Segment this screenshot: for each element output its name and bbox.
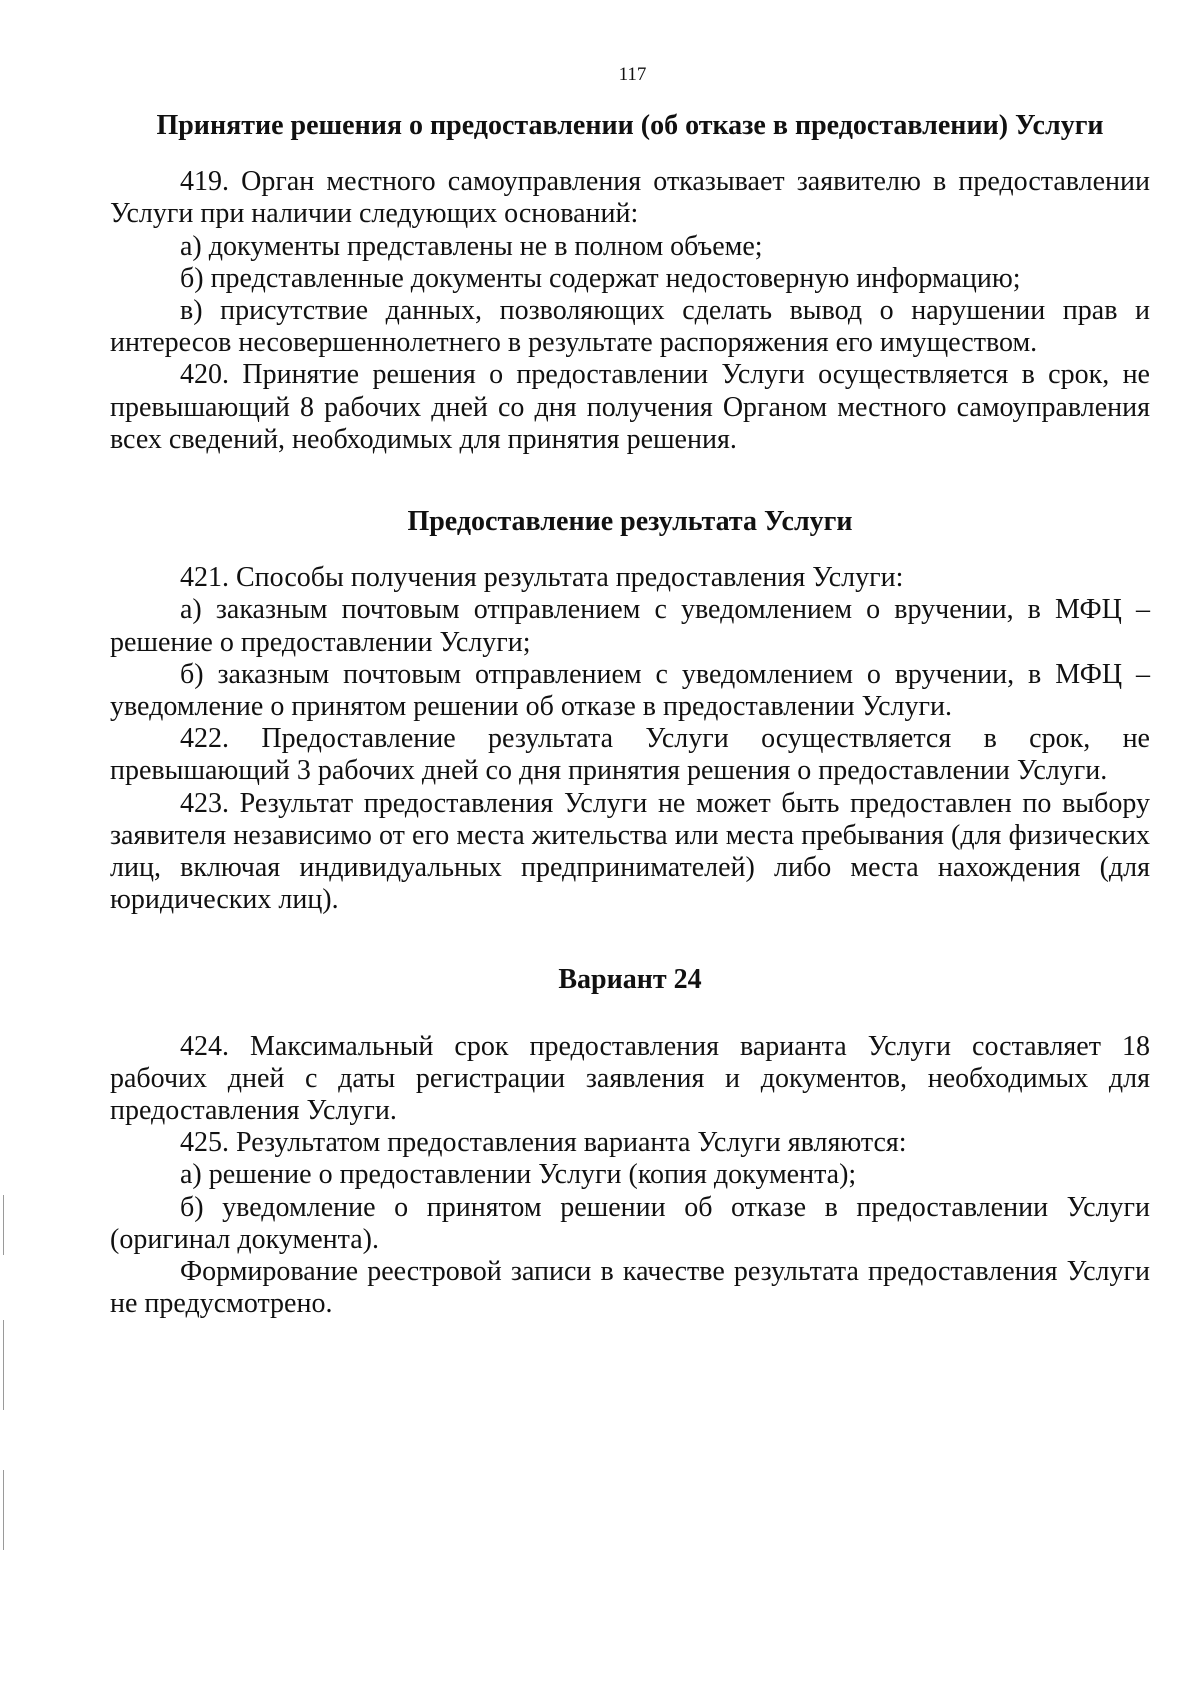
paragraph-420: 420. Принятие решения о предоставлении Услуги осуществляется в срок, не превышающий 8 рабочих дней со дня получения Органом местного самоуправления всех сведений, необходимых для принятия решения. xyxy=(110,359,1150,455)
paragraph-425: 425. Результатом предоставления варианта Услуги являются: xyxy=(180,1127,907,1159)
paragraph-419-a: а) документы представлены не в полном объеме; xyxy=(180,230,763,262)
paragraph-419-b: б) представленные документы содержат недостоверную информацию; xyxy=(180,262,1021,294)
paragraph-419: 419. Орган местного самоуправления отказывает заявителю в предоставлении Услуги при наличии следующих оснований: xyxy=(110,166,1150,230)
paragraph-423: 423. Результат предоставления Услуги не может быть предоставлен по выбору заявителя независимо от его места жительства или места пребывания (для физических лиц, включая индивидуальных предпринимателей) либо места нахождения (для юридических лиц). xyxy=(110,787,1150,916)
paragraph-425-b: б) уведомление о принятом решении об отказе в предоставлении Услуги (оригинал документа). xyxy=(110,1191,1150,1255)
page-number: 117 xyxy=(618,64,647,85)
paragraph-421-a: а) заказным почтовым отправлением с уведомлением о вручении, в МФЦ – решение о предоставлении Услуги; xyxy=(110,594,1150,658)
scan-edge-mark xyxy=(3,1470,4,1550)
paragraph-424: 424. Максимальный срок предоставления варианта Услуги составляет 18 рабочих дней с даты регистрации заявления и документов, необходимых для предоставления Услуги. xyxy=(110,1030,1150,1127)
document-body xyxy=(110,110,1150,1321)
section-heading-decision: Принятие решения о предоставлении (об отказе в предоставлении) Услуги xyxy=(156,110,1104,141)
scan-edge-mark xyxy=(3,1320,4,1410)
paragraph-registry-note: Формирование реестровой записи в качестве результата предоставления Услуги не предусмотрено. xyxy=(110,1256,1150,1320)
section-heading-result: Предоставление результата Услуги xyxy=(407,506,853,538)
paragraph-422: 422. Предоставление результата Услуги осуществляется в срок, не превышающий 3 рабочих дней со дня принятия решения о предоставлении Услуги. xyxy=(110,723,1150,787)
paragraph-425-a: а) решение о предоставлении Услуги (копия документа); xyxy=(180,1159,857,1191)
paragraph-419-c: в) присутствие данных, позволяющих сделать вывод о нарушении прав и интересов несовершеннолетнего в результате распоряжения его имуществом. xyxy=(110,295,1150,359)
paragraph-421: 421. Способы получения результата предоставления Услуги: xyxy=(180,562,904,594)
paragraph-421-b: б) заказным почтовым отправлением с уведомлением о вручении, в МФЦ – уведомление о принятом решении об отказе в предоставлении Услуги. xyxy=(110,658,1150,723)
scan-edge-mark xyxy=(3,1195,4,1255)
section-heading-variant-24: Вариант 24 xyxy=(558,964,702,996)
